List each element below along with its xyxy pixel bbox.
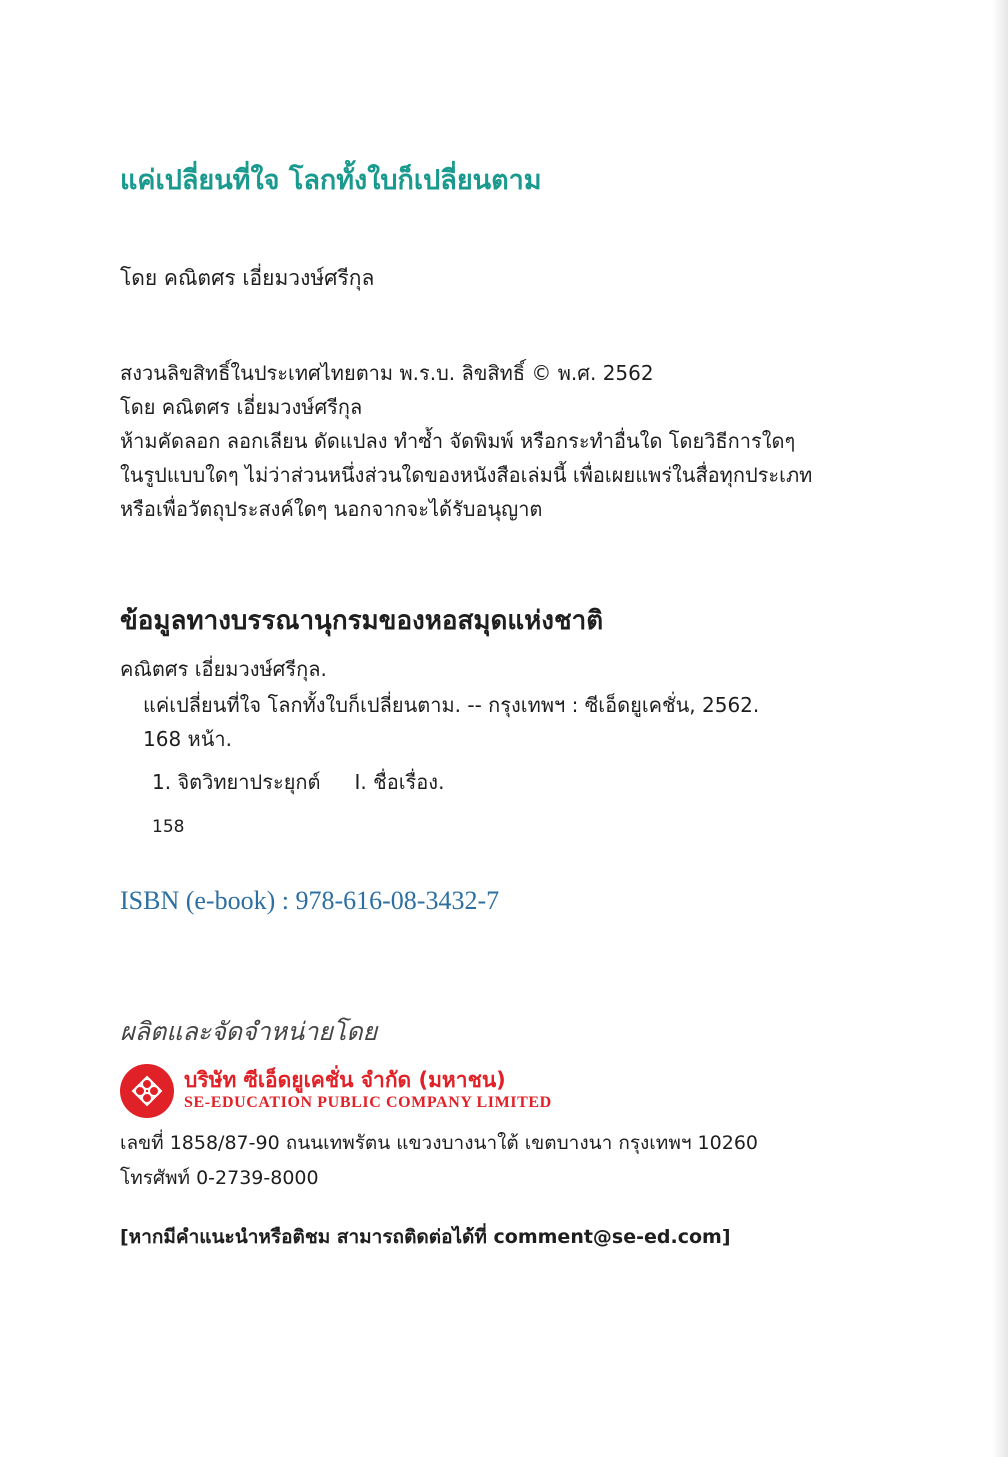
copyright-notice: [120, 356, 812, 526]
catalog-pages: 168 หน้า.: [143, 727, 232, 751]
catalog-heading: ข้อมูลทางบรรณานุกรมของหอสมุดแห่งชาติ: [120, 606, 604, 636]
catalog-class-number: 158: [152, 817, 185, 837]
company-address: เลขที่ 1858/87-90 ถนนเทพรัตน แขวงบางนาใต้ เขตบางนา กรุงเทพฯ 10260: [120, 1132, 758, 1154]
copyright-line: โดย คณิตศร เอี่ยมวงษ์ศรีกุล: [120, 395, 363, 419]
company-phone: โทรศัพท์ 0-2739-8000: [120, 1167, 319, 1189]
catalog-subject: I. ชื่อเรื่อง.: [354, 770, 445, 794]
copyright-line: สงวนลิขสิทธิ์ในประเทศไทยตาม พ.ร.บ. ลิขสิทธิ์ © พ.ศ. 2562: [120, 361, 654, 385]
catalog-title-line: แค่เปลี่ยนที่ใจ โลกทั้งใบก็เปลี่ยนตาม. -- กรุงเทพฯ : ซีเอ็ดยูเคชั่น, 2562.: [143, 693, 760, 717]
isbn: ISBN (e-book) : 978-616-08-3432-7: [120, 886, 500, 915]
book-title: แค่เปลี่ยนที่ใจ โลกทั้งใบก็เปลี่ยนตาม: [120, 165, 542, 196]
comment-contact: [หากมีคำแนะนำหรือติชม สามารถติดต่อได้ที่ comment@se-ed.com]: [120, 1226, 731, 1248]
se-ed-logo-icon: [120, 1064, 174, 1118]
page-edge-shadow: [992, 0, 1008, 1457]
company-name-english: SE-EDUCATION PUBLIC COMPANY LIMITED: [184, 1094, 552, 1111]
copyright-line: ในรูปแบบใดๆ ไม่ว่าส่วนหนึ่งส่วนใดของหนังสือเล่มนี้ เพื่อเผยแพร่ในสื่อทุกประเภท: [120, 463, 813, 487]
catalog-author: คณิตศร เอี่ยมวงษ์ศรีกุล.: [120, 657, 327, 681]
copyright-line: หรือเพื่อวัตถุประสงค์ใดๆ นอกจากจะได้รับอนุญาต: [120, 497, 543, 521]
catalog-subject: 1. จิตวิทยาประยุกต์: [152, 770, 321, 794]
company-name-thai: บริษัท ซีเอ็ดยูเคชั่น จำกัด (มหาชน): [184, 1068, 506, 1092]
copyright-line: ห้ามคัดลอก ลอกเลียน ดัดแปลง ทำซ้ำ จัดพิมพ์ หรือกระทำอื่นใด โดยวิธีการใดๆ: [120, 429, 796, 453]
produced-by: ผลิตและจัดจำหน่ายโดย: [120, 1017, 378, 1046]
catalog-subjects: [152, 766, 444, 798]
book-author: โดย คณิตศร เอี่ยมวงษ์ศรีกุล: [120, 266, 375, 290]
